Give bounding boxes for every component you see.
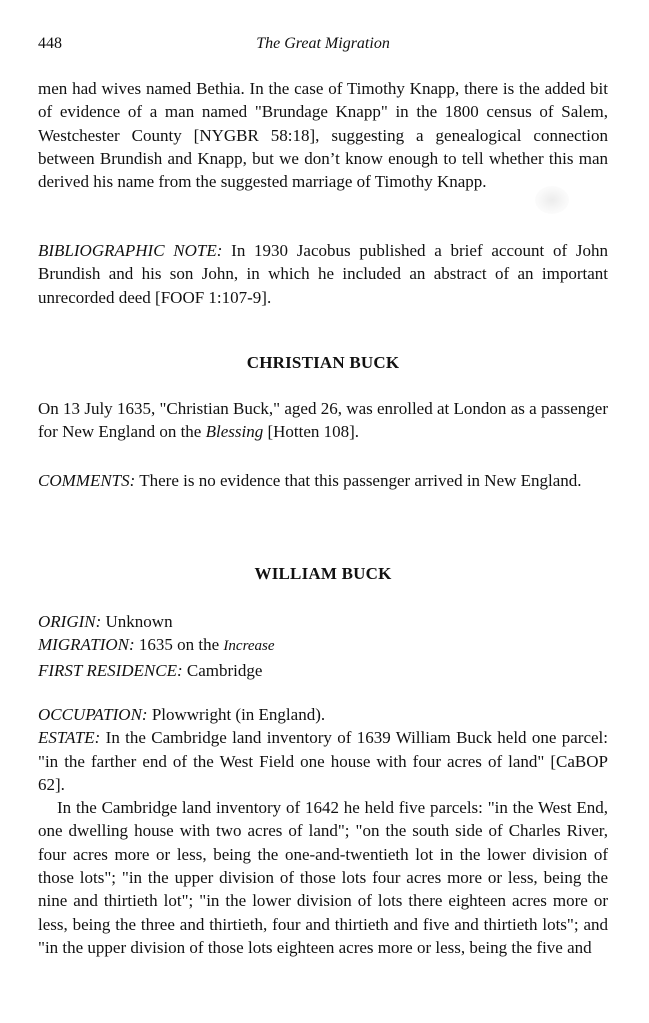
- page-header: [38, 35, 608, 57]
- migration-value: 1635 on the: [134, 635, 224, 655]
- estate-label: ESTATE:: [38, 728, 101, 748]
- comments-text: There is no evidence that this passenger arrived in New England.: [135, 471, 582, 490]
- william-buck-fields: [38, 610, 608, 682]
- christian-buck-comments: [38, 469, 608, 492]
- estate-line: [38, 726, 608, 796]
- christian-buck-ship: Blessing: [205, 422, 264, 442]
- christian-buck-entry-citation: [Hotten 108].: [263, 422, 360, 442]
- migration-line: [38, 633, 608, 658]
- william-buck-heading: WILLIAM BUCK: [254, 564, 392, 583]
- origin-line: [38, 610, 608, 633]
- migration-ship: Increase: [223, 638, 275, 655]
- bibliographic-note: [38, 239, 608, 309]
- first-residence-line: [38, 659, 608, 682]
- bibliographic-note-text: In 1930 Jacobus published a brief account of John Brundish and his son John, in which he included an abstract of an important unrecorded deed [FOOF 1:107-9].: [38, 241, 608, 307]
- origin-label: ORIGIN:: [38, 612, 102, 631]
- intro-paragraph-block: [38, 77, 608, 193]
- comments-label: COMMENTS:: [38, 471, 136, 490]
- christian-buck-heading: CHRISTIAN BUCK: [246, 353, 400, 372]
- migration-label: MIGRATION:: [38, 635, 135, 655]
- william-buck-details: [38, 703, 608, 959]
- page-stain: [535, 186, 569, 214]
- occupation-label: OCCUPATION:: [38, 705, 148, 724]
- christian-buck-entry-text: On 13 July 1635, "Christian Buck," aged 26, was enrolled at London as a passenger for New England on the: [38, 399, 608, 442]
- christian-buck-entry: [38, 397, 608, 444]
- first-residence-value: Cambridge: [182, 660, 263, 680]
- occupation-line: [38, 703, 608, 726]
- estate-value: In the Cambridge land inventory of 1639 William Buck held one parcel: "in the farther end of the West Field one house with four acres of land" [CaBOP 62].: [38, 728, 608, 794]
- first-residence-label: FIRST RESIDENCE:: [38, 660, 183, 680]
- estate-paragraph-2: In the Cambridge land inventory of 1642 he held five parcels: "in the West End, one dwelling house with two acres of land"; "on the south side of Charles River, four acres more or less, being the one-and-twentieth lot in the lower division of those lots"; "in the upper division of those lots four acres more or less, being the nine and thirtieth lot"; "in the lower division of lots there eighteen acres more or less, being the three and thirtieth, four and thirtieth and five and thirtieth lots"; and "in the upper division of those lots eighteen acres more or less, being the five and: [38, 798, 608, 957]
- page-number: 448: [38, 35, 62, 52]
- origin-value: Unknown: [101, 612, 173, 631]
- intro-paragraph: men had wives named Bethia. In the case of Timothy Knapp, there is the added bit of evidence of a man named "Brundage Knapp" in the 1800 census of Salem, Westchester County [NYGBR 58:18], suggesting a genealogical connection between Brundish and Knapp, but we don’t know enough to tell whether this man derived his name from the suggested marriage of Timothy Knapp.: [38, 79, 608, 192]
- occupation-value: Plowwright (in England).: [147, 705, 326, 724]
- running-title: The Great Migration: [256, 35, 390, 52]
- bibliographic-note-label: BIBLIOGRAPHIC NOTE:: [38, 241, 223, 260]
